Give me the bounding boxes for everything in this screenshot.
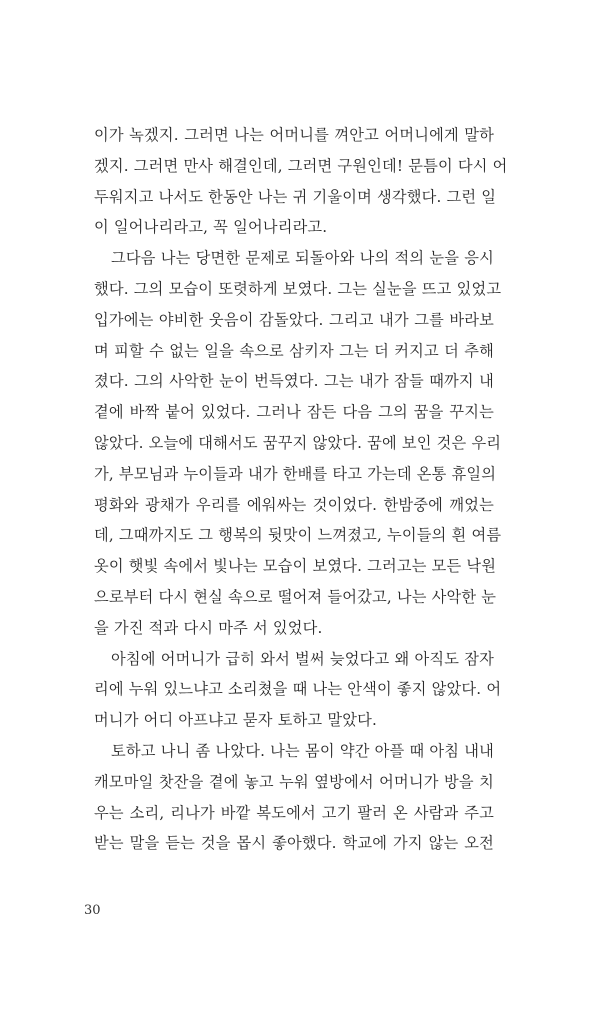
text-line: 옷이 햇빛 속에서 빛나는 모습이 보였다. 그러고는 모든 낙원 bbox=[94, 557, 497, 576]
text-line: 그다음 나는 당면한 문제로 되돌아와 나의 적의 눈을 응시 bbox=[111, 249, 494, 268]
text-line: 겠지. 그러면 만사 해결인데, 그러면 구원인데! 문틈이 다시 어 bbox=[94, 156, 508, 175]
text-line: 졌다. 그의 사악한 눈이 번득였다. 그는 내가 잠들 때까지 내 bbox=[94, 372, 494, 391]
text-line: 우는 소리, 리나가 바깥 복도에서 고기 팔러 온 사람과 주고 bbox=[94, 803, 494, 822]
text-line: 했다. 그의 모습이 또렷하게 보였다. 그는 실눈을 뜨고 있었고 bbox=[94, 279, 502, 298]
text-line: 받는 말을 듣는 것을 몹시 좋아했다. 학교에 가지 않는 오전 bbox=[94, 834, 494, 853]
text-line: 입가에는 야비한 웃음이 감돌았다. 그리고 내가 그를 바라보 bbox=[94, 310, 494, 329]
text-line: 이 일어나리라고, 꼭 일어나리라고. bbox=[94, 218, 328, 237]
text-line: 머니가 어디 아프냐고 묻자 토하고 말았다. bbox=[94, 711, 377, 730]
text-line: 않았다. 오늘에 대해서도 꿈꾸지 않았다. 꿈에 보인 것은 우리 bbox=[94, 433, 502, 452]
text-line: 곁에 바짝 붙어 있었다. 그러나 잠든 다음 그의 꿈을 꾸지는 bbox=[94, 403, 495, 422]
body-text bbox=[94, 120, 508, 859]
text-line: 며 피할 수 없는 일을 속으로 삼키자 그는 더 커지고 더 추해 bbox=[94, 341, 494, 360]
page-number: 30 bbox=[84, 903, 101, 918]
text-line: 토하고 나니 좀 나았다. 나는 몸이 약간 아플 때 아침 내내 bbox=[111, 741, 494, 760]
text-line: 이가 녹겠지. 그러면 나는 어머니를 껴안고 어머니에게 말하 bbox=[94, 126, 494, 144]
text-line: 을 가진 적과 다시 마주 서 있었다. bbox=[94, 618, 323, 637]
text-line: 아침에 어머니가 급히 와서 벌써 늦었다고 왜 아직도 잠자 bbox=[111, 649, 494, 668]
text-line: 가, 부모님과 누이들과 내가 한배를 타고 가는데 온통 휴일의 bbox=[94, 464, 497, 483]
text-line: 데, 그때까지도 그 행복의 뒷맛이 느껴졌고, 누이들의 흰 여름 bbox=[94, 526, 502, 545]
text-line: 캐모마일 찻잔을 곁에 놓고 누워 옆방에서 어머니가 방을 치 bbox=[94, 772, 494, 791]
text-line: 평화와 광채가 우리를 에워싸는 것이었다. 한밤중에 깨었는 bbox=[94, 495, 494, 514]
text-line: 으로부터 다시 현실 속으로 떨어져 들어갔고, 나는 사악한 눈 bbox=[94, 587, 497, 606]
text-line: 리에 누워 있느냐고 소리쳤을 때 나는 안색이 좋지 않았다. 어 bbox=[94, 680, 502, 699]
text-line: 두워지고 나서도 한동안 나는 귀 기울이며 생각했다. 그런 일 bbox=[94, 187, 497, 206]
